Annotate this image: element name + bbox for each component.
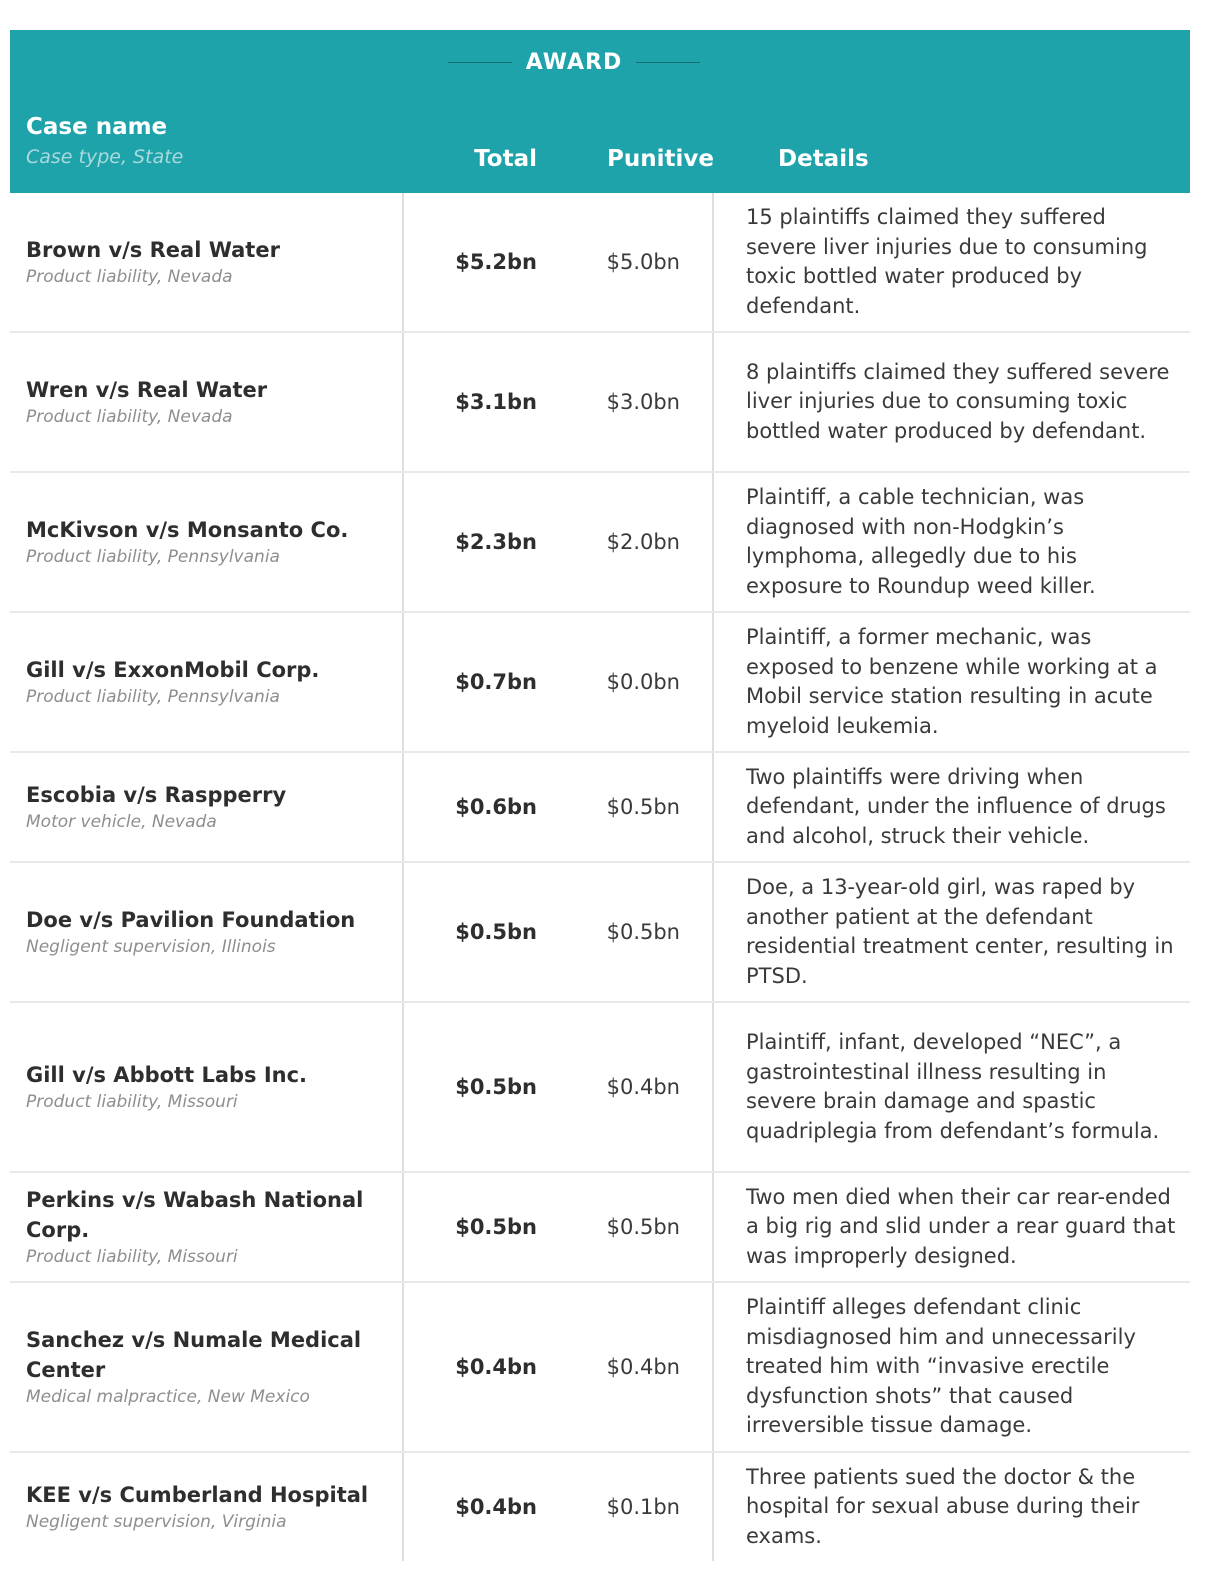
- total-award: $3.1bn: [455, 390, 537, 414]
- table-row: [10, 1283, 1190, 1453]
- divider: [448, 62, 512, 63]
- case-name: Gill v/s ExxonMobil Corp.: [26, 658, 320, 682]
- case-details: 15 plaintiffs claimed they suffered severe liver injuries due to consuming toxic bottled water produced by defendant.: [746, 205, 1148, 318]
- case-details: Doe, a 13-year-old girl, was raped by another patient at the defendant residential treatment center, resulting in PTSD.: [746, 875, 1174, 988]
- table-row: [10, 473, 1190, 613]
- case-cell: [10, 193, 404, 331]
- punitive-award: $5.0bn: [537, 193, 714, 331]
- case-cell: [10, 753, 404, 861]
- case-details: Three patients sued the doctor & the hospital for sexual abuse during their exams.: [746, 1464, 1140, 1548]
- case-details: Plaintiff, a cable technician, was diagnosed with non-Hodgkin’s lymphoma, allegedly due to his exposure to Roundup weed killer.: [746, 485, 1096, 598]
- case-name: Gill v/s Abbott Labs Inc.: [26, 1063, 308, 1087]
- case-cell: [10, 473, 404, 611]
- case-cell: [10, 1453, 404, 1561]
- total-award: $0.6bn: [455, 795, 537, 819]
- awards-table: [10, 30, 1190, 1561]
- case-name-header: Case name: [26, 114, 168, 140]
- details-header: Details: [778, 146, 869, 172]
- case-type: Product liability, Missouri: [26, 1092, 238, 1112]
- table-row: [10, 753, 1190, 863]
- total-award: $0.5bn: [455, 920, 537, 944]
- case-details: Two plaintiffs were driving when defendant, under the influence of drugs and alcohol, struck their vehicle.: [746, 764, 1166, 848]
- punitive-award: $0.4bn: [537, 1283, 714, 1451]
- table-row: [10, 613, 1190, 753]
- case-type: Product liability, Nevada: [26, 407, 233, 427]
- case-type: Motor vehicle, Nevada: [26, 812, 217, 832]
- total-award: $2.3bn: [455, 530, 537, 554]
- table-row: [10, 863, 1190, 1003]
- case-name: Sanchez v/s Numale Medical Center: [26, 1328, 362, 1382]
- case-name: Escobia v/s Raspperry: [26, 783, 287, 807]
- case-cell: [10, 1283, 404, 1451]
- punitive-award: $3.0bn: [537, 333, 714, 471]
- total-award: $0.4bn: [455, 1355, 537, 1379]
- table-row: [10, 193, 1190, 333]
- award-label: AWARD: [525, 50, 623, 75]
- case-type: Medical malpractice, New Mexico: [26, 1387, 310, 1407]
- case-details: 8 plaintiffs claimed they suffered severe liver injuries due to consuming toxic bottled water produced by defendant.: [746, 359, 1170, 443]
- case-name: McKivson v/s Monsanto Co.: [26, 518, 349, 542]
- total-award: $0.5bn: [455, 1215, 537, 1239]
- punitive-award: $0.5bn: [537, 863, 714, 1001]
- total-award: $0.5bn: [455, 1075, 537, 1099]
- table-row: [10, 1003, 1190, 1173]
- case-name: Perkins v/s Wabash National Corp.: [26, 1188, 364, 1242]
- case-type-header: Case type, State: [26, 146, 184, 168]
- case-type: Product liability, Nevada: [26, 267, 233, 287]
- total-award: $0.7bn: [455, 670, 537, 694]
- case-type: Negligent supervision, Illinois: [26, 937, 276, 957]
- table-row: [10, 1453, 1190, 1561]
- divider: [636, 62, 700, 63]
- table-row: [10, 1173, 1190, 1283]
- total-header: Total: [474, 146, 537, 172]
- case-cell: [10, 863, 404, 1001]
- case-cell: [10, 1003, 404, 1171]
- case-type: Negligent supervision, Virginia: [26, 1512, 287, 1532]
- case-type: Product liability, Missouri: [26, 1247, 238, 1267]
- total-award: $5.2bn: [455, 250, 537, 274]
- punitive-award: $0.1bn: [537, 1453, 714, 1561]
- punitive-header: Punitive: [607, 146, 714, 172]
- punitive-award: $2.0bn: [537, 473, 714, 611]
- total-award: $0.4bn: [455, 1495, 537, 1519]
- case-details: Plaintiff alleges defendant clinic misdiagnosed him and unnecessarily treated him with “invasive erectile dysfunction shots” that caused irreversible tissue damage.: [746, 1295, 1136, 1438]
- case-details: Plaintiff, a former mechanic, was exposed to benzene while working at a Mobil service station resulting in acute myeloid leukemia.: [746, 625, 1158, 738]
- award-group-header: [434, 50, 714, 75]
- case-name: Wren v/s Real Water: [26, 378, 268, 402]
- case-name: KEE v/s Cumberland Hospital: [26, 1483, 369, 1507]
- punitive-award: $0.5bn: [537, 753, 714, 861]
- case-name: Doe v/s Pavilion Foundation: [26, 908, 356, 932]
- case-cell: [10, 613, 404, 751]
- table-row: [10, 333, 1190, 473]
- case-details: Plaintiff, infant, developed “NEC”, a gastrointestinal illness resulting in severe brain damage and spastic quadriplegia from defendant’s formula.: [746, 1030, 1160, 1143]
- case-cell: [10, 333, 404, 471]
- punitive-award: $0.0bn: [537, 613, 714, 751]
- case-cell: [10, 1173, 404, 1281]
- case-details: Two men died when their car rear-ended a big rig and slid under a rear guard that was improperly designed.: [746, 1184, 1176, 1268]
- case-type: Product liability, Pennsylvania: [26, 687, 280, 707]
- table-header: [10, 30, 1190, 193]
- punitive-award: $0.4bn: [537, 1003, 714, 1171]
- case-type: Product liability, Pennsylvania: [26, 547, 280, 567]
- punitive-award: $0.5bn: [537, 1173, 714, 1281]
- case-name: Brown v/s Real Water: [26, 238, 280, 262]
